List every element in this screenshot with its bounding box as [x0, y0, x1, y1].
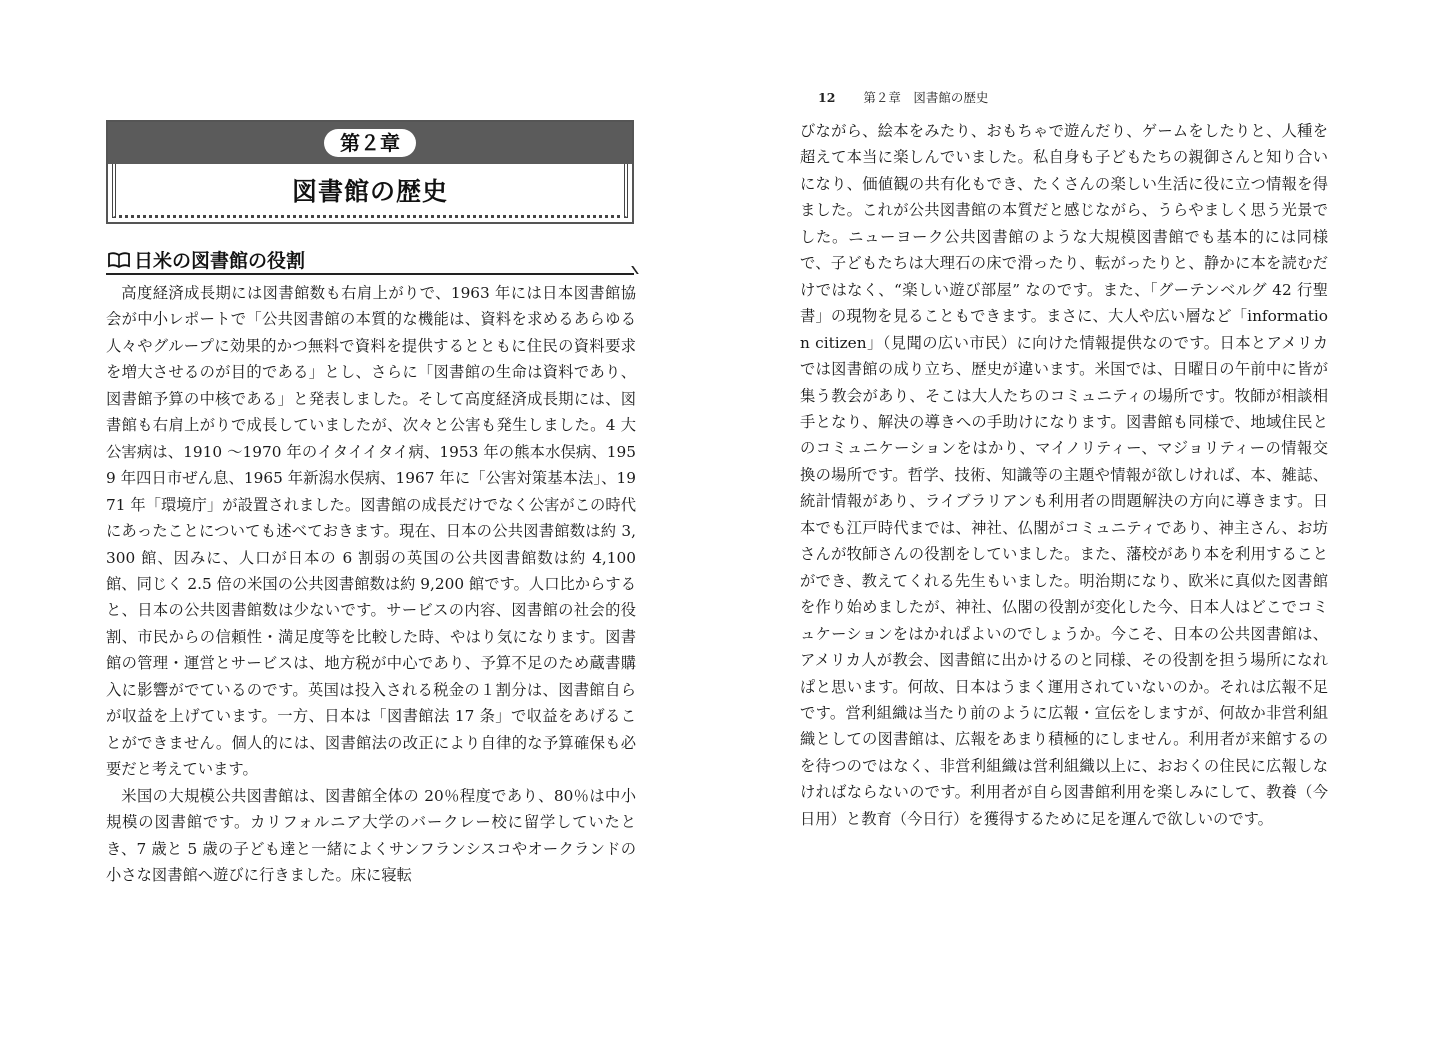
chapter-heading-box	[106, 120, 634, 224]
section-underline	[106, 273, 634, 275]
left-body-text	[106, 280, 636, 888]
chapter-band	[108, 122, 632, 164]
page-number: 12	[818, 90, 836, 105]
section-title: 日米の図書館の役割	[134, 250, 306, 272]
chapter-label: 第２章	[324, 129, 416, 157]
chapter-title: 図書館の歴史	[291, 177, 448, 206]
paragraph: 米国の大規模公共図書館は、図書館全体の 20％程度であり、80％は中小規模の図書館です。カリフォルニア大学のバークレー校に留学していたとき、7 歳と 5 歳の子ども達と一緒によくサンフランシスコやオークランドの小さな図書館へ遊びに行きました。床に寝転	[106, 786, 636, 884]
section-heading	[106, 246, 634, 274]
paragraph: びながら、絵本をみたり、おもちゃで遊んだり、ゲームをしたりと、人種を超えて本当に楽しんでいました。私自身も子どもたちの親御さんと知り合いになり、価値観の共有化もでき、たくさんの楽しい生活に役に立つ情報を得ました。これが公共図書館の本質だと感じながら、うらやましく思う光景でした。ニューヨーク公共図書館のような大規模図書館でも基本的には同様で、子どもたちは大理石の床で滑ったり、転がったりと、静かに本を読むだけではなく、“楽しい遊び部屋” なのです。また、「グーテンベルグ 42 行聖書」の現物を見ることもできます。まさに、大人や広い層など「information citizen」（見聞の広い市民）に向けた情報提供なのです。日本とアメリカでは図書館の成り立ち、歴史が違います。米国では、日曜日の午前中に皆が集う教会があり、そこは大人たちのコミュニティの場所です。牧師が相談相手となり、解決の導きへの手助けになります。図書館も同様で、地域住民とのコミュニケーションをはかり、マイノリティー、マジョリティーの情報交換の場所です。哲学、技術、知識等の主題や情報が欲しければ、本、雑誌、統計情報があり、ライブラリアンも利用者の問題解決の方向に導きます。日本でも江戸時代までは、神社、仏閣がコミュニティであり、神主さん、お坊さんが牧師さんの役割をしていました。また、藩校があり本を利用することができ、教えてくれる先生もいました。明治期になり、欧米に真似た図書館を作り始めましたが、神社、仏閣の役割が変化した今、日本人はどこでコミュケーションをはかれぱよいのでしょうか。今こそ、日本の公共図書館は、アメリカ人が教会、図書館に出かけるのと同様、その役割を担う場所になれぱと思います。何故、日本はうまく運用されていないのか。それは広報不足です。営利組織は当たり前のように広報・宣伝をしますが、何故か非営利組織としての図書館は、広報をあまり積極的にしません。利用者が来館するのを待つのではなく、非営利組織は営利組織以上に、おおくの住民に広報しなければならないのです。利用者が自ら図書館利用を楽しみにして、教養（今日用）と教育（今日行）を獲得するために足を運んで欲しいのです。	[800, 122, 1328, 828]
right-body-text	[800, 118, 1328, 832]
running-header	[818, 88, 988, 106]
paragraph: 高度経済成長期には図書館数も右肩上がりで、1963 年には日本図書館協会が中小レポートで「公共図書館の本質的な機能は、資料を求めるあらゆる人々やグループに効果的かつ無料で資料を提供するとともに住民の資料要求を増大させるのが目的である」とし、さらに「図書館の生命は資料であり、図書館予算の中核である」と発表しました。そして高度経済成長期には、図書館も右肩上がりで成長していましたが、次々と公害も発生しました。4 大公害病は、1910 〜1970 年のイタイイタイ病、1953 年の熊本水俣病、1959 年四日市ぜん息、1965 年新潟水俣病、1967 年に「公害対策基本法」、1971 年「環境庁」が設置されました。図書館の成長だけでなく公害がこの時代にあったことについても述べておきます。現在、日本の公共図書館数は約 3,300 館、因みに、人口が日本の 6 割弱の英国の公共図書館数は約 4,100 館、同じく 2.5 倍の米国の公共図書館数は約 9,200 館です。人口比からすると、日本の公共図書館数は少ないです。サービスの内容、図書館の社会的役割、市民からの信頼性・満足度等を比較した時、やはり気になります。図書館の管理・運営とサービスは、地方税が中心であり、予算不足のため蔵書購入に影響がでているのです。英国は投入される税金の１割分は、図書館自らが収益を上げています。一方、日本は「図書館法 17 条」で収益をあげることができません。個人的には、図書館法の改正により自律的な予算確保も必要だと考えています。	[106, 284, 636, 779]
open-book-icon	[108, 252, 130, 268]
running-title: 第２章 図書館の歴史	[863, 90, 989, 105]
